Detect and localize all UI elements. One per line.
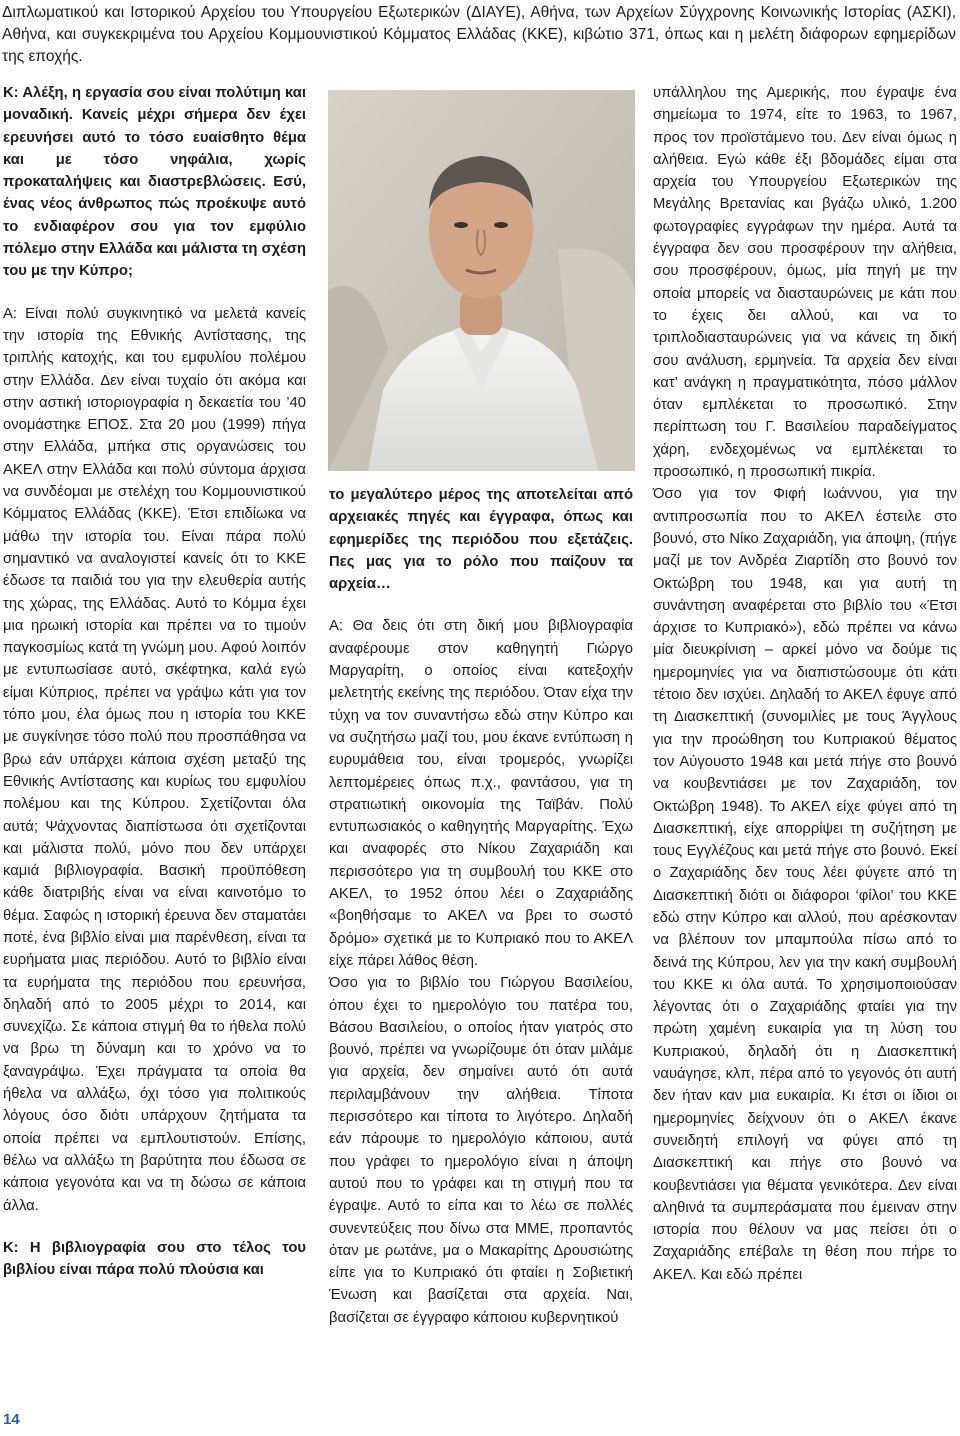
right-paragraph-1: υπάλληλου της Αμερικής, που έγραψε ένα σημείωμα το 1974, είτε το 1963, το 1967, προς τον προϊστάμενο του. Δεν είναι όμως η αλήθεια. Εγώ κάθε έξι βδομάδες είμαι στα αρχεία του Υπουργείου Εξωτερικών της Μεγάλης Βρετανίας και βγάζω υλικό, 1.200 φωτογραφίες εγγράφων την ημέρα. Αυτά τα έγγραφα δεν σου προσφέρουν την αλήθεια, σου προσφέρουν, όμως, μία πηγή με την οποία μπορείς να διασταυρώνεις με κάτι που το έχεις δει αλλού, και να το τριπλοδιασταυρώνεις για να κάνεις τη δική σου ανάλυση, ερμηνεία. Τα αρχεία δεν είναι κατ’ ανάγκη η πραγματικότητα, πόσο μάλλον όταν εμπλέκεται το προσωπικό. Στην περίπτωση του Γ. Βασιλείου παραδείγματος χάρη, ενδεχομένως να εμπλέκεται το προσωπικό, η προσωπική πικρία. xyxy=(653,85,957,481)
interview-question-1: Κ: Αλέξη, η εργασία σου είναι πολύτιμη και μοναδική. Κανείς μέχρι σήμερα δεν έχει ερευνήσει αυτό το τόσο ευαίσθητο θέμα και με τόσο νηφάλια, χωρίς προκαταλήψεις και διαστρεβλώσεις. Εσύ, ένας νέος άνθρωπος πώς προέκυψε αυτό το ενδιαφέρον σου για τον εμφύλιο πόλεμο στην Ελλάδα και μάλιστα τη σχέση του με την Κύπρο; xyxy=(3,85,306,280)
portrait-illustration xyxy=(328,90,635,471)
interview-answer-2-paragraph-2: Όσο για το βιβλίο του Γιώργου Βασιλείου, όπου έχει το ημερολόγιο του πατέρα του, Βάσου Βασιλείου, ο οποίος ήταν γιατρός στο βουνό, πρέπει να γνωρίζουμε ότι όταν μιλάμε για αρχεία, δεν σημαίνει αυτό ότι αυτά περιλαμβάνουν την αλήθεια. Τίποτα περισσότερο και τίποτα το λιγότερο. Δηλαδή εάν πάρουμε το ημερολόγιο κάποιου, αυτά που γράφει το ημερολόγιο είναι η άποψη αυτού που το γράφει και τη στιγμή που τα έγραψε. Αυτό το είπα και το λέω σε πολλές συνεντεύξεις που δίνω στα ΜΜΕ, προπαντός όταν με ρωτάνε, μα ο Μακαρίτης Δρουσιώτης είπε για το Κυπριακό ότι φταίει η Σοβιετική Ένωση και βασίζεται στα αρχεία. Ναι, βασίζεται σε έγγραφο κάποιου κυβερνητικού xyxy=(329,975,633,1326)
left-column xyxy=(3,82,306,1281)
intro-paragraph: Διπλωματικού και Ιστορικού Αρχείου του Υπουργείου Εξωτερικών (ΔΙΑΥΕ), Αθήνα, των Αρχείων Σύγχρονης Κοινωνικής Ιστορίας (ΑΣΚΙ), Αθήνα, και συγκεκριμένα του Αρχείου Κομμουνιστικού Κόμματος Ελλάδας (ΚΚΕ), κιβώτιο 371, όπως και η μελέτη διάφορων εφημερίδων της εποχής. xyxy=(2,4,956,65)
interview-question-2-continued: το μεγαλύτερο μέρος της αποτελείται από αρχειακές πηγές και έγγραφα, όπως και εφημερίδες της περιόδου που εξετάζεις. Πες μας για το ρόλο που παίζουν τα αρχεία… xyxy=(329,487,633,593)
middle-column xyxy=(329,484,633,1329)
interview-question-2: Κ: Η βιβλιογραφία σου στο τέλος του βιβλίου είναι πάρα πολύ πλούσια και xyxy=(3,1239,306,1279)
interview-answer-1: Α: Είναι πολύ συγκινητικό να μελετά κανείς την ιστορία της Εθνικής Αντίστασης, της τριπλής κατοχής, και του εμφυλίου πολέμου στην Ελλάδα. Δεν είναι τυχαίο ότι ακόμα και στην αστική ιστοριογραφία η δεκαετία του ’40 ονομάστηκε ΕΠΟΣ. Στα 20 μου (1999) πήγα στην Ελλάδα, μπήκα στις οργανώσεις του ΑΚΕΛ στην Ελλάδα και πολύ σύντομα άρχισα να συνδέομαι με στελέχη του Κομμουνιστικού Κόμματος Ελλάδας (ΚΚΕ). Έτσι επιδίωκα να μάθω την ιστορία του. Είναι πάρα πολύ σημαντικό να αναλογιστεί κανείς ότι το ΚΚΕ έδωσε τα παιδιά του για την ελευθερία αυτής της χώρας, της Ελλάδας. Αυτό το Κόμμα έχει μια ηρωική ιστορία και πρέπει να το τιμούν παγκοσμίως κατά τη γνώμη μου. Αφού λοιπόν με εντυπωσίασε αυτό, σκέφτηκα, καλά εγώ είμαι Κύπριος, πρέπει να γράψω κάτι για τον τόπο μου, έλα όμως που η ιστορία του ΚΚΕ με συγκίνησε τόσο πολύ που προσπάθησα να βρω εάν υπάρχει κάποια σχέση μεταξύ της Εθνικής Αντίστασης και κυρίως του εμφυλίου πολέμου και της Κύπρου. Σχετίζονται όλα αυτά; Ψάχνοντας διαπίστωσα ότι σχετίζονται και μάλιστα πολύ, μόνο που δεν υπάρχει καμιά βιβλιογραφία. Βασική προϋπόθεση κάθε διατριβής είναι να είναι καινοτόμο το θέμα. Σαφώς η ιστορική έρευνα δεν σταματάει ποτέ, ένα βιβλίο είναι μια παρένθεση, είναι τα ευρήματα μιας περιόδου. Αυτό το βιβλίο είναι τα ευρήματα της περιόδου που ερευνήσα, δηλαδή από το 2005 μέχρι το 2014, και συνεχίζω. Σε κάποια στιγμή θα το ήθελα πολύ να βρω τη δύναμη και το χρόνο να το ξαναγράψω. Έχει πράγματα τα οποία θα ήθελα να αλλάξω, όχι τόσο για πολιτικούς λόγους όσο διότι υπάρχουν ζητήματα τα οποία πρέπει να εμπλουτιστούν. Επίσης, θέλω να αλλάξω τη βαρύτητα που έδωσα σε κάποια γεγονότα και να τη δώσω σε κάποια άλλα. xyxy=(3,305,306,1214)
right-paragraph-2: Όσο για τον Φιφή Ιωάννου, για την αντιπροσωπία που το ΑΚΕΛ έστειλε στο βουνό, στο Νίκο Ζαχαριάδη, για άποψη, (πήγε μαζί με τον Ανδρέα Ζιαρτίδη στο βουνό τον Οκτώβρη του 1948, και για αυτή τη συνάντηση αναφέρεται στο βιβλίο του «Έτσι άρχισε το Κυπριακό»), εδώ πρέπει να κάνω μία διευκρίνιση – αρκεί μόνο να δούμε τις ημερομηνίες για να διαπιστώσουμε ότι κάτι τέτοιο δεν ισχύει. Δηλαδή το ΑΚΕΛ έφυγε από τη Διασκεπτική (συνομιλίες με τους Άγγλους για την προώθηση του Κυπριακού θέματος τον Αύγουστο 1948 και μετά πήγε στο βουνό να κουβεντιάσει με τον Ζαχαριάδη, τον Οκτώβρη 1948). Το ΑΚΕΛ είχε φύγει από τη Διασκεπτική, είχε απορρίψει τη συζήτηση με τους Εγγλέζους και μετά πήγε στο βουνό. Εκεί ο Ζαχαριάδης δεν τους λέει φύγετε από τη Διασκεπτική διότι οι διάφοροι ‘φίλοι’ του ΚΚΕ εδώ στην Κύπρο και αλλού, που αρέσκονταν να βλέπουν τον μπαμπούλα πίσω από το δεινά της Κύπρου, λεν για την κακή συμβουλή του ΚΚΕ κι όλα αυτά. Το χρησιμοποιούσαν λέγοντας ότι ο Ζαχαριάδης φταίει για την πρώτη χαμένη ευκαιρία για τη λύση του Κυπριακού, δηλαδή ότι η Διασκεπτική ναυάγησε, κλπ, πέρα από το γεγονός ότι αυτή δεν ήταν καν μια ευκαιρία. Κι έτσι οι ίδιοι οι ημερομηνίες δείχνουν ότι ο ΑΚΕΛ έκανε συνειδητή επιλογή να φύγει από τη Διασκεπτική και πήγε στο βουνό να κουβεντιάσει για θέματα γενικότερα. Δεν είναι αληθινά τα συμπεράσματα που έμειναν στην ιστορία που θέλουν να μας πείσει ότι ο Ζαχαριάδης επέβαλε τη θέση που πήρε το ΑΚΕΛ. Και εδώ πρέπει xyxy=(653,486,957,1283)
right-column xyxy=(653,82,957,1286)
page-number: 14 xyxy=(3,1411,20,1428)
interviewee-photo xyxy=(328,90,635,471)
interview-answer-2: Α: Θα δεις ότι στη δική μου βιβλιογραφία αναφέρουμε στον καθηγητή Γιώργο Μαργαρίτη, ο οποίος είναι κατεξοχήν μελετητής εκείνης της περιόδου. Όταν είχα την τύχη να τον συναντήσω εδώ στην Κύπρο και να συζητήσω μαζί του, μου έκανε εντύπωση η ευρυμάθεια του, είναι τρομερός, γνωρίζει λεπτομέρειες όπως π.χ., φαντάσου, για τη στρατιωτική οικονομία της Ταϊβάν. Πολύ εντυπωσιακός ο καθηγητής Μαργαρίτης. Έχω και αναφορές στο Νίκου Ζαχαριάδη και περισσότερο για τη συμβουλή του ΚΚΕ στο ΑΚΕΛ, το 1952 όπου λέει ο Ζαχαριάδης «βοηθήσαμε το ΑΚΕΛ να βρει το σωστό δρόμο» σχετικά με το Κυπριακό που το ΑΚΕΛ είχε πάρει λάθος θέση. xyxy=(329,618,633,969)
